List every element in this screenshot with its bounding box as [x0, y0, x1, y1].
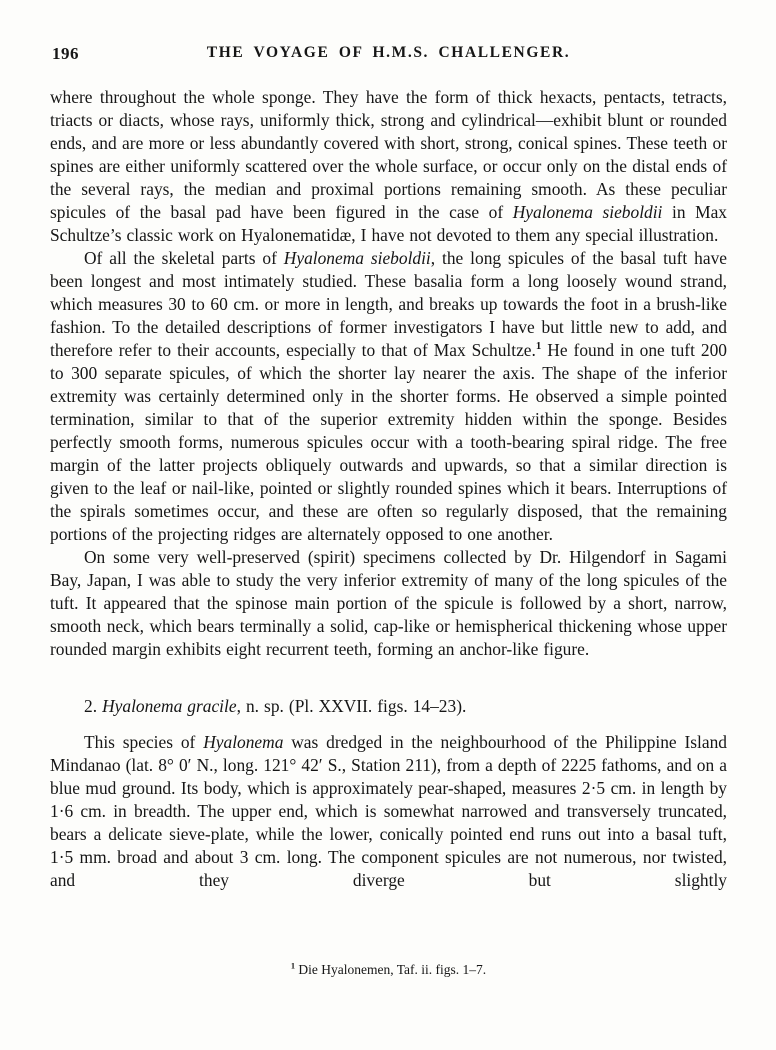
- paragraph-2: [50, 247, 727, 546]
- section-heading: [50, 695, 727, 718]
- text-run: in Max Schultze’s classic work on Hyalonematidæ, I have not devoted to them any special illustration.: [50, 202, 727, 245]
- running-title: THE VOYAGE OF H.M.S. CHALLENGER.: [206, 44, 571, 61]
- page-body: [50, 86, 727, 892]
- text-run: , n. sp. (Pl. XXVII. figs. 14–23).: [236, 696, 467, 716]
- footnote: [50, 961, 727, 979]
- footnote-marker: 1: [290, 961, 296, 971]
- species-name: Hyalonema sieboldii: [512, 202, 663, 222]
- text-run: , the long spicules of the basal tuft have been longest and most intimately studied. These basalia form a long loosely wound strand, which measures 30 to 60 cm. or more in length, and breaks up towards the foot in a brush-like fashion. To the detailed descriptions of former investigators I have but little new to add, and therefore refer to their accounts, especially to that of Max Schultze.: [50, 248, 727, 360]
- text-run: He found in one tuft 200 to 300 separate spicules, of which the shorter lay nearer the axis. The shape of the inferior extremity was certainly determined only in the shorter forms. He observed a simple pointed termination, similar to that of the superior extremity hidden within the sponge. Besides perfectly smooth forms, numerous spicules occur with a tooth-bearing spiral ridge. The free margin of the latter projects obliquely outwards and upwards, so that a similar direction is given to the leaf or nail-like, pointed or slightly rounded spines which it bears. Interruptions of the spirals sometimes occur, and these are often so regularly disposed, that the remaining portions of the projecting ridges are alternately opposed to one another.: [50, 340, 727, 544]
- text-run: was dredged in the neighbourhood of the Philippine Island Mindanao (lat. 8° 0′ N., long. 121° 42′ S., Station 211), from a depth of 2225 fathoms, and on a blue mud ground. Its body, which is approximately pear-shaped, measures 2·5 cm. in length by 1·6 cm. in breadth. The upper end, which is somewhat narrowed and transversely truncated, bears a delicate sieve-plate, while the lower, conically pointed end runs out into a basal tuft, 1·5 mm. broad and about 3 cm. long. The component spicules are not numerous, nor twisted, and they diverge but slightly: [50, 732, 727, 890]
- text-run: where throughout the whole sponge. They have the form of thick hexacts, pentacts, tetracts, triacts or diacts, whose rays, uniformly thick, strong and cylindrical—exhibit blunt or rounded ends, and are more or less abundantly covered with short, strong, conical spines. These teeth or spines are either uniformly scattered over the whole surface, or occur only on the distal ends of the several rays, the median and proximal portions remaining smooth. As these peculiar spicules of the basal pad have been figured in the case of: [50, 87, 727, 222]
- footnote-marker: 1: [535, 340, 542, 353]
- text-run: Of all the skeletal parts of: [84, 248, 284, 268]
- species-name: Hyalonema sieboldii: [283, 248, 431, 268]
- species-name: Hyalonema gracile: [102, 696, 237, 716]
- paragraph-5: [50, 731, 727, 892]
- text-run: This species of: [84, 732, 204, 752]
- species-name: Hyalonema: [203, 732, 284, 752]
- paragraph-3: [50, 546, 727, 661]
- text-run: Die Hyalonemen, Taf. ii. figs. 1–7.: [295, 962, 487, 977]
- page-number: 196: [52, 44, 79, 63]
- text-run: 2.: [84, 696, 103, 716]
- page-header: [50, 44, 727, 66]
- text-run: On some very well-preserved (spirit) specimens collected by Dr. Hilgendorf in Sagami Bay, Japan, I was able to study the very inferior extremity of many of the long spicules of the tuft. It appeared that the spinose main portion of the spicule is followed by a short, narrow, smooth neck, which bears terminally a solid, cap-like or hemispherical thickening whose upper rounded margin exhibits eight recurrent teeth, forming an anchor-like figure.: [50, 547, 727, 659]
- paragraph-1: [50, 86, 727, 247]
